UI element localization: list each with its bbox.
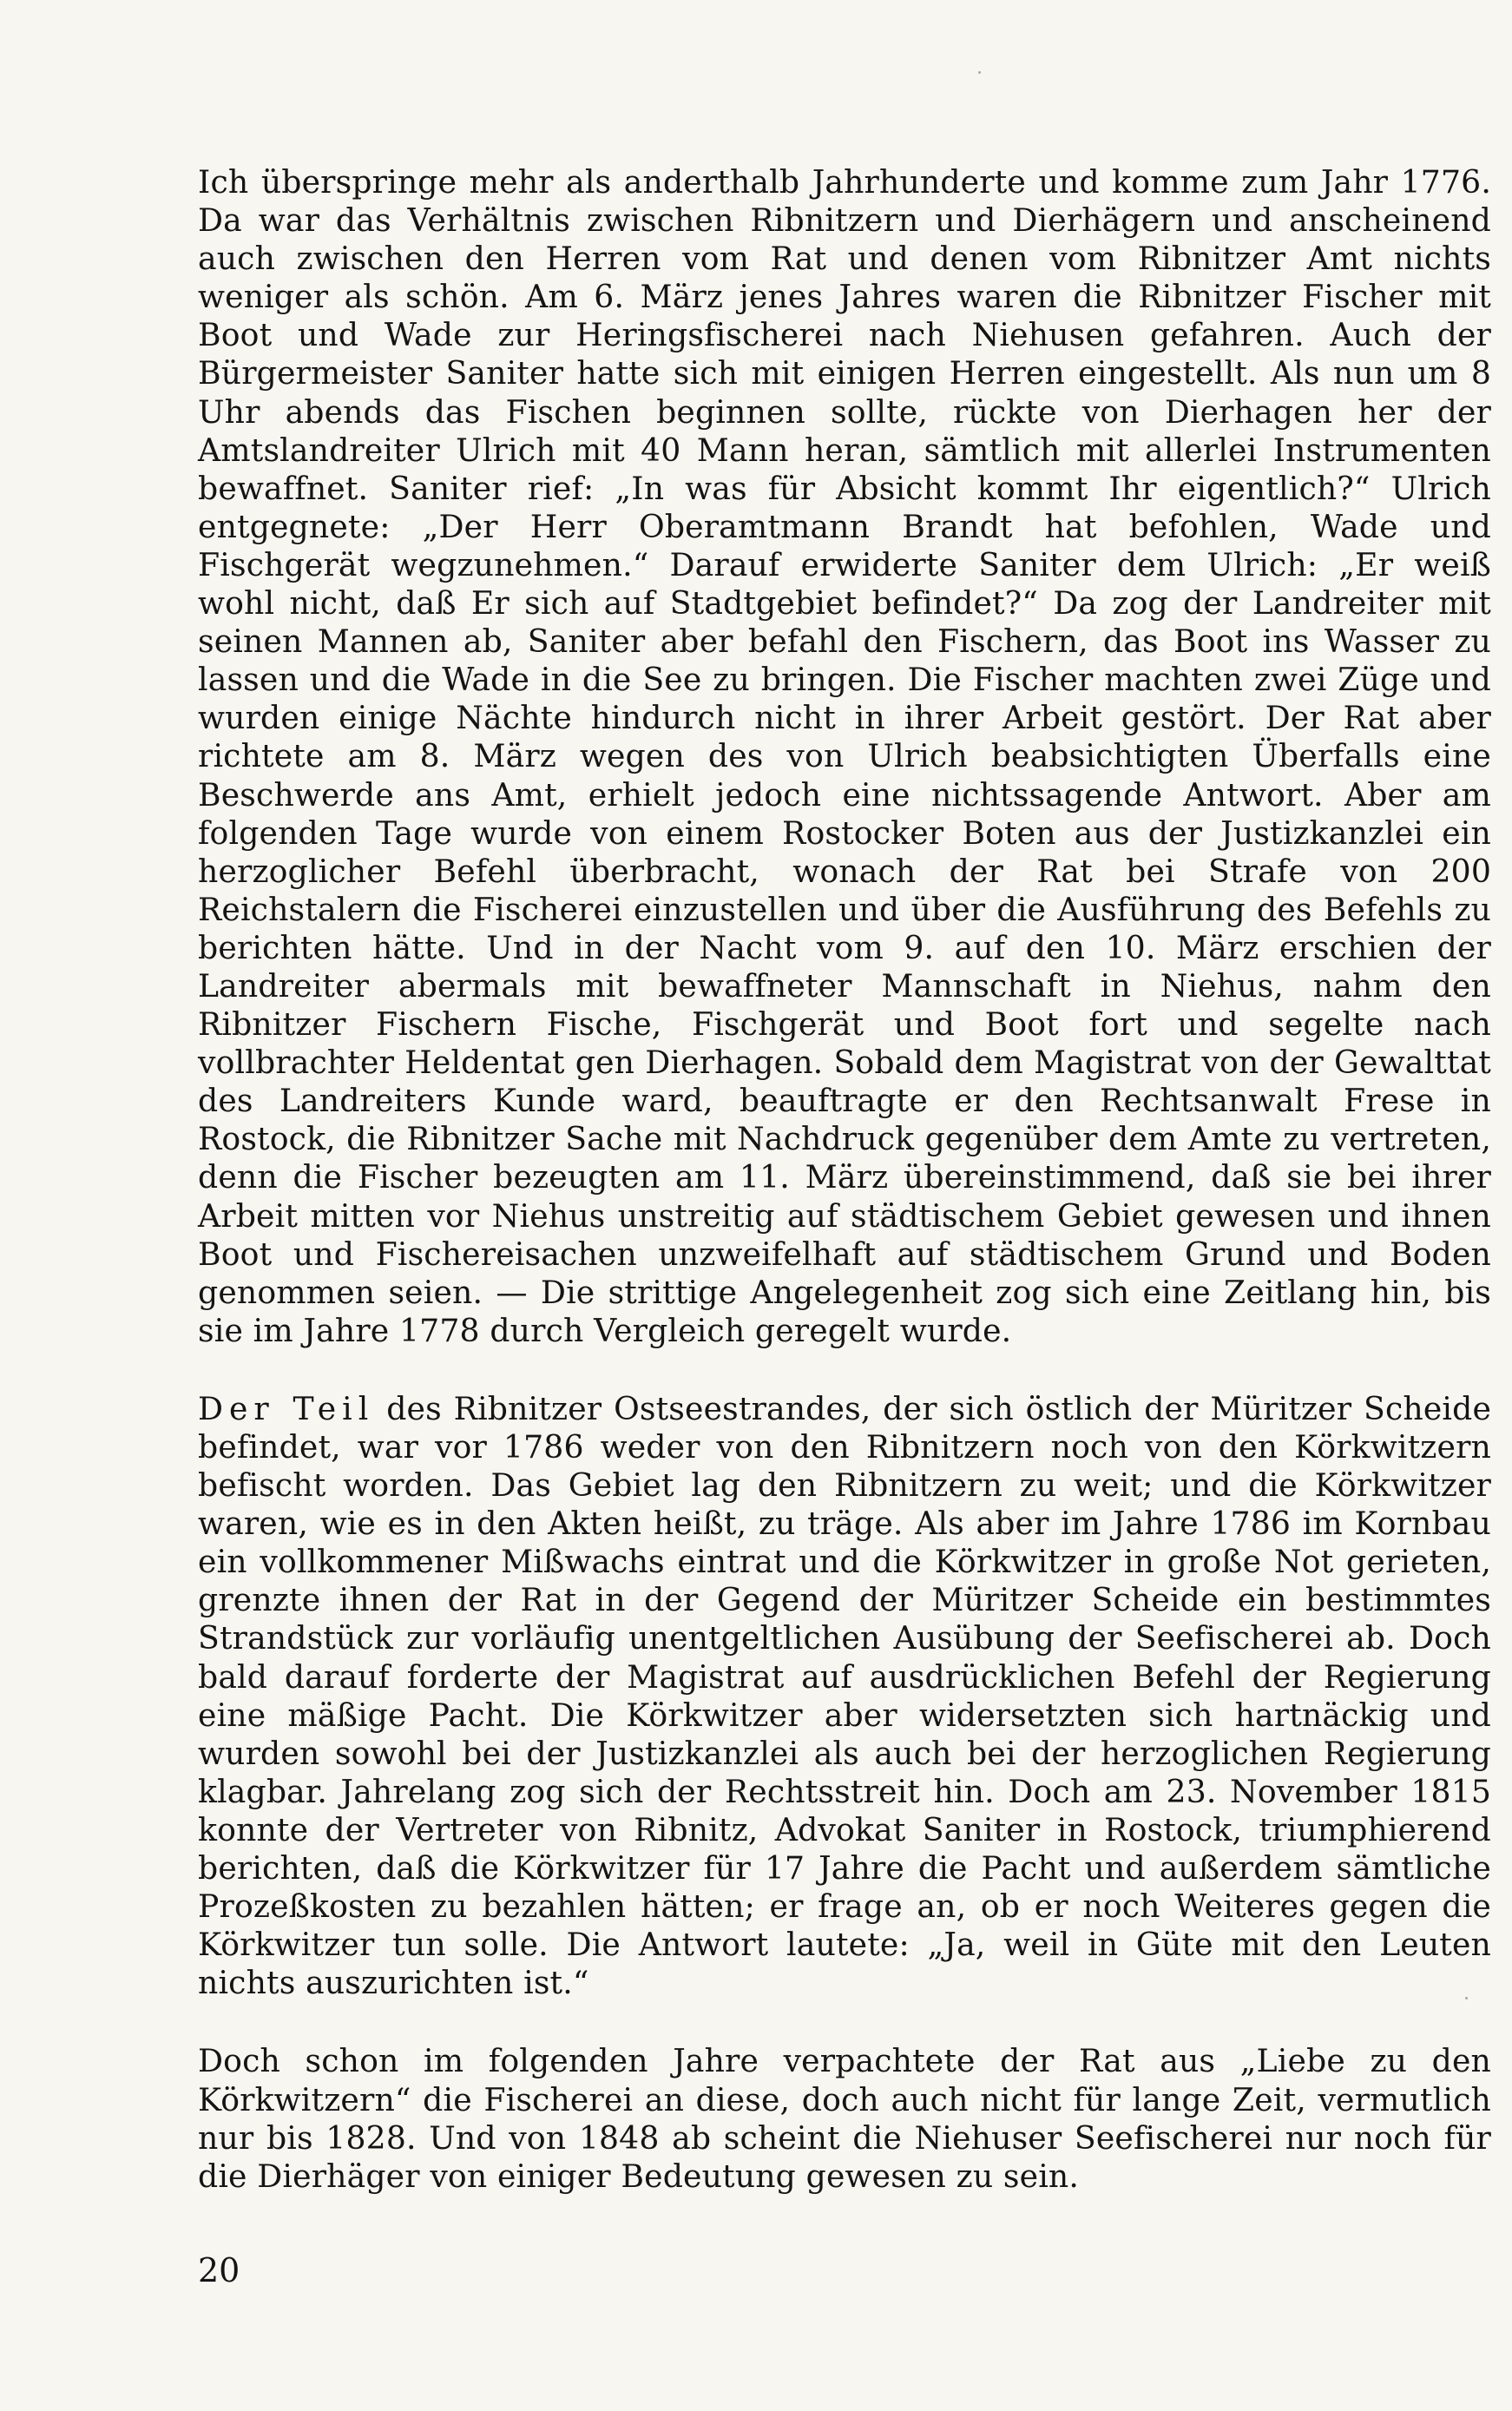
paragraph-1: Ich überspringe mehr als anderthalb Jahrhunderte und komme zum Jahr 1776. Da war das Verhältnis zwischen Ribnitzern und Dierhägern und anscheinend auch zwischen den Herren vom Rat und denen vom Ribnitzer Amt nichts weniger als schön. Am 6. März jenes Jahres waren die Ribnitzer Fischer mit Boot und Wade zur Heringsfischerei nach Niehusen gefahren. Auch der Bürgermeister Saniter hatte sich mit einigen Herren eingestellt. Als nun um 8 Uhr abends das Fischen beginnen sollte, rückte von Dierhagen her der Amtslandreiter Ulrich mit 40 Mann heran, sämtlich mit allerlei Instrumenten bewaffnet. Saniter rief: „In was für Absicht kommt Ihr eigentlich?“ Ulrich entgegnete: „Der Herr Oberamtmann Brandt hat befohlen, Wade und Fischgerät wegzunehmen.“ Darauf erwiderte Saniter dem Ulrich: „Er weiß wohl nicht, daß Er sich auf Stadtgebiet befindet?“ Da zog der Landreiter mit seinen Mannen ab, Saniter aber befahl den Fischern, das Boot ins Wasser zu lassen und die Wade in die See zu bringen. Die Fischer machten zwei Züge und wurden einige Nächte hindurch nicht in ihrer Arbeit gestört. Der Rat aber richtete am 8. März wegen des von Ulrich beabsichtigten Überfalls eine Beschwerde ans Amt, erhielt jedoch eine nichtssagende Antwort. Aber am folgenden Tage wurde von einem Rostocker Boten aus der Justizkanzlei ein herzoglicher Befehl überbracht, wonach der Rat bei Strafe von 200 Reichstalern die Fischerei einzustellen und über die Ausführung des Befehls zu berichten hätte. Und in der Nacht vom 9. auf den 10. März erschien der Landreiter abermals mit bewaffneter Mannschaft in Niehus, nahm den Ribnitzer Fischern Fische, Fischgerät und Boot fort und segelte nach vollbrachter Heldentat gen Dierhagen. Sobald dem Magistrat von der Gewalttat des Landreiters Kunde ward, beauftragte er den Rechtsanwalt Frese in Rostock, die Ribnitzer Sache mit Nachdruck gegenüber dem Amte zu vertreten, denn die Fischer bezeugten am 11. März übereinstimmend, daß sie bei ihrer Arbeit mitten vor Niehus unstreitig auf städtischem Gebiet gewesen und ihnen Boot und Fischereisachen unzweifelhaft auf städtischem Grund und Boden genommen seien. — Die strittige Angelegenheit zog sich eine Zeitlang hin, bis sie im Jahre 1778 durch Vergleich geregelt wurde. bbox=[198, 163, 1491, 1349]
paragraph-2 bbox=[198, 1390, 1491, 2003]
page-number: 20 bbox=[198, 2251, 240, 2289]
paragraph-2-text: des Ribnitzer Ostseestrandes, der sich östlich der Müritzer Scheide befindet, war vor 1786 weder von den Ribnitzern noch von den Körkwitzern befischt worden. Das Gebiet lag den Ribnitzern zu weit; und die Körkwitzer waren, wie es in den Akten heißt, zu träge. Als aber im Jahre 1786 im Kornbau ein vollkommener Mißwachs eintrat und die Körkwitzer in große Not gerieten, grenzte ihnen der Rat in der Gegend der Müritzer Scheide ein bestimmtes Strandstück zur vorläufig unentgeltlichen Ausübung der Seefischerei ab. Doch bald darauf forderte der Magistrat auf ausdrücklichen Befehl der Regierung eine mäßige Pacht. Die Körkwitzer aber widersetzten sich hartnäckig und wurden sowohl bei der Justizkanzlei als auch bei der herzoglichen Regierung klagbar. Jahrelang zog sich der Rechtsstreit hin. Doch am 23. November 1815 konnte der Vertreter von Ribnitz, Advokat Saniter in Rostock, triumphierend berichten, daß die Körkwitzer für 17 Jahre die Pacht und außerdem sämtliche Prozeßkosten zu bezahlen hätten; er frage an, ob er noch Weiteres gegen die Körkwitzer tun solle. Die Antwort lautete: „Ja, weil in Güte mit den Leuten nichts auszurichten ist.“ bbox=[198, 1389, 1492, 2002]
paper-speck bbox=[978, 71, 981, 74]
paragraph-3: Doch schon im folgenden Jahre verpachtete der Rat aus „Liebe zu den Körkwitzern“ die Fischerei an diese, doch auch nicht für lange Zeit, vermutlich nur bis 1828. Und von 1848 ab scheint die Niehuser Seefischerei nur noch für die Dierhäger von einiger Bedeutung gewesen zu sein. bbox=[198, 2042, 1491, 2195]
paragraph-2-lead: Der Teil bbox=[198, 1389, 375, 1427]
body-text bbox=[198, 163, 1491, 2196]
